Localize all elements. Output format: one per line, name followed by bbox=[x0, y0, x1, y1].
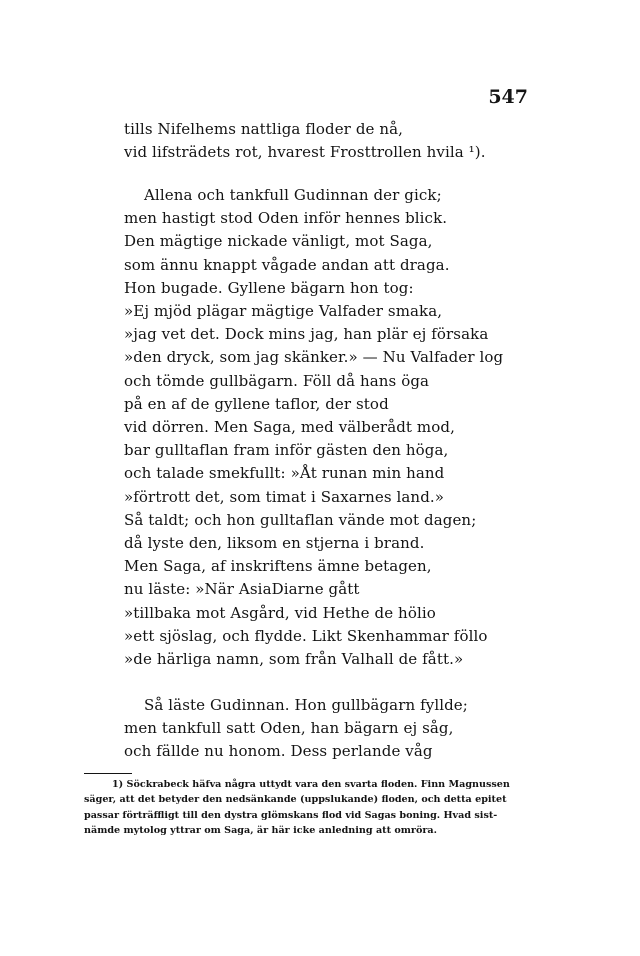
verse-line: »den dryck, som jag skänker.» — Nu Valfader log bbox=[124, 348, 504, 367]
verse-line: som ännu knappt vågade andan att draga. bbox=[124, 255, 450, 274]
verse-line: men tankfull satt Oden, han bägarn ej såg, bbox=[124, 719, 454, 738]
footnote bbox=[84, 777, 530, 839]
verse-line: Den mägtige nickade vänligt, mot Saga, bbox=[124, 232, 433, 251]
verse-line: nu läste: »När AsiaDiarne gått bbox=[124, 580, 360, 599]
verse-line: »de härliga namn, som från Valhall de fått.» bbox=[124, 650, 464, 669]
verse-line: och tömde gullbägarn. Föll då hans öga bbox=[124, 371, 430, 390]
verse-line: tills Nifelhems nattliga floder de nå, bbox=[124, 120, 404, 138]
footnote-line: nämde mytolog yttrar om Saga, är här icke anledning att omröra. bbox=[84, 825, 437, 837]
verse-line: »jag vet det. Dock mins jag, han plär ej försaka bbox=[124, 325, 489, 344]
verse-line: Hon bugade. Gyllene bägarn hon tog: bbox=[124, 278, 414, 297]
verse-line: »tillbaka mot Asgård, vid Hethe de hölio bbox=[124, 603, 436, 622]
footnote-divider bbox=[84, 773, 132, 774]
footnote-line: passar förträffligt till den dystra glömskans flod vid Sagas boning. Hvad sist- bbox=[84, 809, 498, 821]
poem-stanza-1 bbox=[124, 118, 486, 164]
page-number: 547 bbox=[488, 86, 528, 108]
verse-line: och talade smekfullt: »Åt runan min hand bbox=[124, 464, 445, 483]
verse-line: »Ej mjöd plägar mägtige Valfader smaka, bbox=[124, 302, 443, 321]
footnote-line: säger, att det betyder den nedsänkande (uppslukande) floden, och detta epitet bbox=[84, 794, 507, 806]
verse-line: vid lifsträdets rot, hvarest Frosttrollen hvila ¹). bbox=[124, 143, 486, 162]
verse-line: då lyste den, liksom en stjerna i brand. bbox=[124, 534, 425, 553]
poem-stanza-2 bbox=[124, 184, 503, 671]
poem-stanza-3 bbox=[124, 694, 468, 764]
verse-line: men hastigt stod Oden inför hennes blick. bbox=[124, 209, 448, 228]
verse-line: »förtrott det, som timat i Saxarnes land.» bbox=[124, 487, 445, 506]
verse-line: »ett sjöslag, och flydde. Likt Skenhammar föllo bbox=[124, 626, 488, 645]
verse-line: och fällde nu honom. Dess perlande våg bbox=[124, 742, 433, 761]
verse-line: Så läste Gudinnan. Hon gullbägarn fyllde; bbox=[144, 696, 468, 714]
verse-line: vid dörren. Men Saga, med välberådt mod, bbox=[124, 418, 455, 437]
verse-line: Så taldt; och hon gulltaflan vände mot dagen; bbox=[124, 510, 477, 529]
verse-line: på en af de gyllene taflor, der stod bbox=[124, 394, 389, 413]
verse-line: Allena och tankfull Gudinnan der gick; bbox=[144, 186, 442, 204]
footnote-line: 1) Söckrabeck häfva några uttydt vara den svarta floden. Finn Magnussen bbox=[112, 779, 510, 790]
verse-line: bar gulltaflan fram inför gästen den höga, bbox=[124, 441, 449, 460]
verse-line: Men Saga, af inskriftens ämne betagen, bbox=[124, 557, 432, 576]
